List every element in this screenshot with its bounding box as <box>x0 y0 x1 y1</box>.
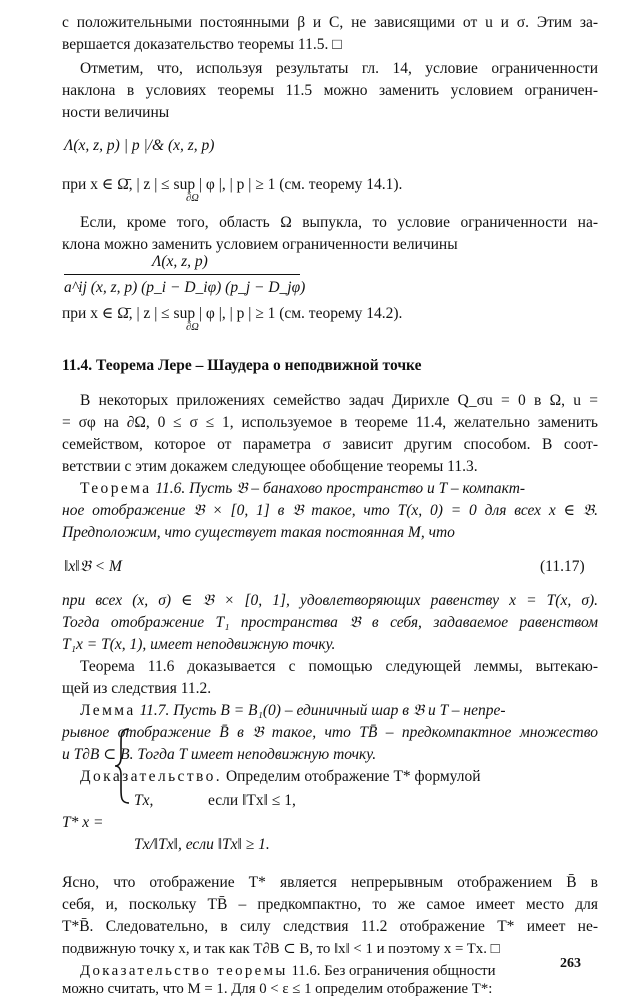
text-line: и T∂B ⊂ B. Тогда T имеет неподвижную точку. <box>62 746 377 763</box>
text-line: Тогда отображение T₁ пространства 𝔅 в себя, задаваемое равенством <box>62 614 598 631</box>
text-line: клона можно заменить условием ограниченности величины <box>62 236 458 253</box>
text-line: = σφ на ∂Ω, 0 ≤ σ ≤ 1, используемое в теореме 11.4, желательно заменить <box>62 414 598 431</box>
text-line: с положительными постоянными β и C, не зависящими от u и σ. Этим за- <box>62 14 598 31</box>
brace-icon <box>113 727 133 805</box>
text-line: ности величины <box>62 104 170 121</box>
subscript: ∂Ω <box>186 193 199 204</box>
text-line: Если, кроме того, область Ω выпукла, то условие ограниченности на- <box>80 214 598 231</box>
text-line: рывное отображение B̄ в 𝔅 такое, что TB̄ – предкомпактное множество <box>62 724 598 741</box>
case-1-condition: если ‖Tx‖ ≤ 1, <box>208 792 296 809</box>
text-line: наклона в условиях теоремы 11.5 можно заменить условием ограничен- <box>62 82 598 99</box>
text-line: ное отображение 𝔅 × [0, 1] в 𝔅 такое, что T(x, 0) = 0 для всех x ∈ 𝔅. <box>62 502 598 519</box>
proof-label: Доказательство. <box>80 768 223 785</box>
text-line: ветствии с этим докажем следующее обобщение теоремы 11.3. <box>62 458 478 475</box>
fraction-numerator: Λ(x, z, p) <box>152 253 208 270</box>
formula: ‖x‖𝔅 < M <box>64 558 122 575</box>
case-2: Tx/‖Tx‖, если ‖Tx‖ ≥ 1. <box>134 836 270 853</box>
text-line: семейством, которое от параметра σ зависит другим способом. В соот- <box>62 436 598 453</box>
text-line: при x ∈ Ω̄, | z | ≤ sup | φ |, | p | ≥ 1 (см. теорему 14.2). <box>62 305 403 322</box>
lemma-label: Лемма <box>80 702 136 719</box>
text-line: можно считать, что M = 1. Для 0 < ε ≤ 1 определим отображение T*: <box>62 981 493 997</box>
text-line: при всех (x, σ) ∈ 𝔅 × [0, 1], удовлетворяющих равенству x = T(x, σ). <box>62 592 598 609</box>
formula: Λ(x, z, p) | p |/& (x, z, p) <box>64 137 215 154</box>
section-heading: 11.4. Теорема Лере – Шаудера о неподвижной точке <box>62 357 422 374</box>
text-line: Предположим, что существует такая постоянная M, что <box>62 524 455 541</box>
text-line: T₁x = T(x, 1), имеет неподвижную точку. <box>62 636 336 653</box>
text-line: себя, и, поскольку TB̄ – предкомпактно, то же самое имеет место для <box>62 896 598 913</box>
text-line: подвижную точку x, и так как T∂B ⊂ B, то ‖x‖ < 1 и поэтому x = Tx. □ <box>62 941 500 957</box>
proof-label: Доказательство теоремы <box>80 963 288 979</box>
case-1-value: Tx, <box>134 792 154 809</box>
lemma-line <box>80 700 598 722</box>
page-number: 263 <box>560 956 581 971</box>
subscript: ∂Ω <box>186 322 199 333</box>
theorem-label: Теорема <box>80 480 152 497</box>
fraction-bar <box>64 274 300 275</box>
text-line: Теорема 11.6 доказывается с помощью следующей леммы, вытекаю- <box>80 658 598 675</box>
theorem-text: 11.6. Пусть 𝔅 – банахово пространство и T – компакт- <box>155 480 526 497</box>
proof-text: Определим отображение T* формулой <box>225 768 481 785</box>
formula-lhs: T* x = <box>62 814 104 831</box>
text-line: вершается доказательство теоремы 11.5. □ <box>62 36 342 53</box>
text-line: щей из следствия 11.2. <box>62 680 212 697</box>
text-line: Отметим, что, используя результаты гл. 14, условие ограниченности <box>80 60 598 77</box>
fraction-denominator: a^ij (x, z, p) (p_i − D_iφ) (p_j − D_jφ) <box>64 279 306 296</box>
proof-line <box>80 766 598 788</box>
text-line: В некоторых приложениях семейство задач Дирихле Q_σu = 0 в Ω, u = <box>80 392 598 409</box>
theorem-line <box>80 478 598 500</box>
lemma-text: 11.7. Пусть B = B₁(0) – единичный шар в 𝔅 и T – непре- <box>139 702 506 719</box>
equation-number: (11.17) <box>540 558 585 575</box>
text-line: Ясно, что отображение T* является непрерывным отображением B̄ в <box>62 874 598 891</box>
proof-text: 11.6. Без ограничения общности <box>291 963 496 979</box>
text-line: при x ∈ Ω̄, | z | ≤ sup | φ |, | p | ≥ 1 (см. теорему 14.1). <box>62 176 403 193</box>
text-line: T*B̄. Следовательно, в силу следствия 11.2 отображение T* имеет не- <box>62 918 598 935</box>
